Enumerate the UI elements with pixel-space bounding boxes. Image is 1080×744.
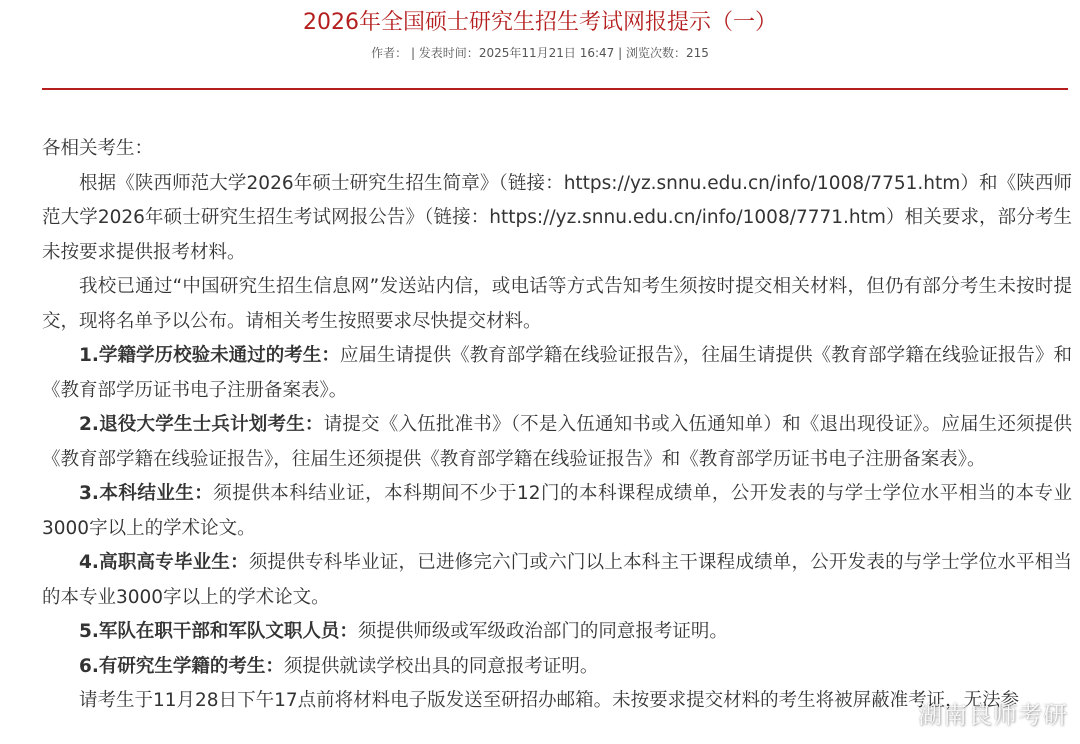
list-item-heading: 5.军队在职干部和军队文职人员： (79, 621, 358, 642)
list-item-heading: 4.高职高专毕业生： (79, 552, 249, 573)
list-item (42, 339, 1072, 408)
date-label: | 发表时间： (410, 46, 479, 60)
paragraph-notice: 我校已通过“中国研究生招生信息网”发送站内信，或电话等方式告知考生须按时提交相关材料，但仍有部分考生未按时提交，现将名单予以公布。请相关考生按照要求尽快提交材料。 (42, 276, 1072, 332)
paragraph-closing: 请考生于11月28日下午17点前将材料电子版发送至研招办邮箱。未按要求提交材料的考生将被屏蔽准考证，无法参 (79, 690, 1020, 711)
date-value: 2025年11月21日 16:47 (478, 46, 615, 60)
list-item (42, 477, 1072, 546)
list-item-text: 请提交《入伍批准书》（不是入伍通知书或入伍通知单）和《退出现役证》。应届生还须提供《教育部学籍在线验证报告》，往届生还须提供《教育部学籍在线验证报告》和《教育部学历证书电子注册备案表》。 (42, 414, 1072, 470)
article-body (42, 132, 1072, 719)
list-item-text: 须提供本科结业证，本科期间不少于12门的本科课程成绩单，公开发表的与学士学位水平相当的本专业3000字以上的学术论文。 (42, 483, 1073, 539)
list-item (42, 650, 1072, 685)
paragraph-intro: 根据《陕西师范大学2026年硕士研究生招生简章》（链接：https://yz.snnu.edu.cn/info/1008/7751.htm）和《陕西师范大学2026年硕士研究生招生考试网报公告》（链接：https://yz.snnu.edu.cn/info/1008/7771.htm）相关要求，部分考生未按要求提供报考材料。 (42, 172, 1072, 263)
list-item-heading: 3.本科结业生： (79, 483, 214, 504)
list-item-text: 须提供师级或军级政治部门的同意报考证明。 (357, 621, 728, 642)
list-item (42, 615, 1072, 650)
list-item (42, 546, 1072, 615)
greeting: 各相关考生： (42, 138, 154, 159)
views-value: 215 (685, 46, 709, 60)
list-item-heading: 6.有研究生学籍的考生： (79, 655, 284, 677)
list-item-text: 须提供就读学校出具的同意报考证明。 (283, 655, 599, 677)
watermark-text: 湖南良师考研 (918, 701, 1068, 729)
list-item-text: 应届生请提供《教育部学籍在线验证报告》，往届生请提供《教育部学籍在线验证报告》和《教育部学历证书电子注册备案表》。 (42, 345, 1072, 401)
article-meta (0, 44, 1080, 62)
title-divider (42, 88, 1068, 90)
list-item-heading: 2.退役大学生士兵计划考生： (79, 414, 324, 435)
list-item (42, 408, 1072, 477)
list-item-text: 须提供专科毕业证，已进修完六门或六门以上本科主干课程成绩单，公开发表的与学士学位水平相当的本专业3000字以上的学术论文。 (42, 552, 1072, 608)
views-label: | 浏览次数： (618, 46, 686, 60)
article-title: 2026年全国硕士研究生招生考试网报提示（一） (303, 10, 777, 35)
list-item-heading: 1.学籍学历校验未通过的考生： (79, 345, 340, 366)
author-label: 作者： (371, 46, 408, 60)
